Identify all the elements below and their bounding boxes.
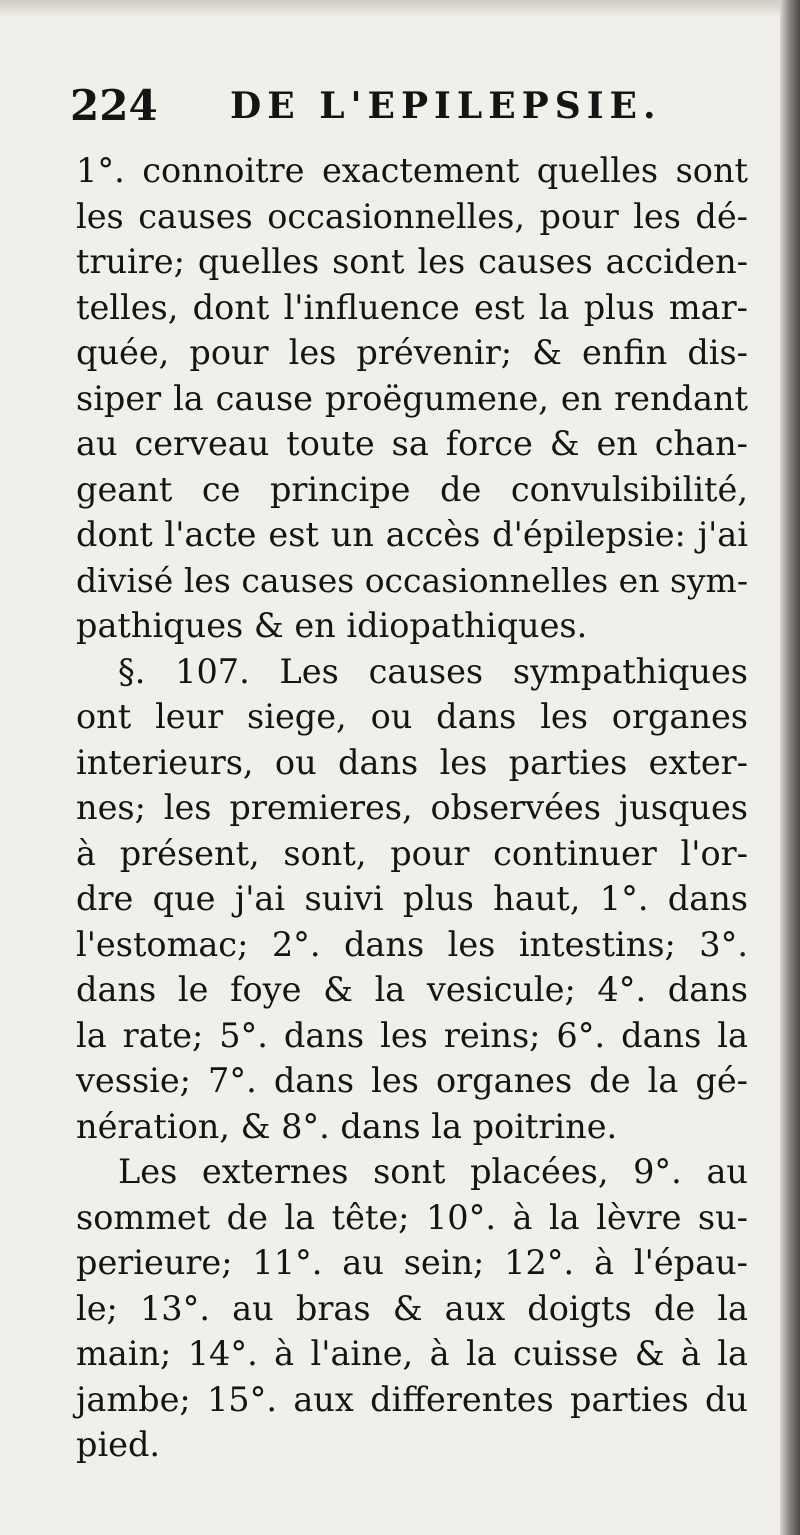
text-line: dre que j'ai suivi plus haut, 1°. dans	[76, 879, 748, 918]
text-line: pied.	[76, 1425, 161, 1464]
text-line: le; 13°. au bras & aux doigts de la	[76, 1288, 748, 1328]
body-text	[76, 148, 748, 1468]
text-line: dont l'acte est un accès d'épilepsie: j'ai	[76, 515, 748, 554]
text-line: quée, pour les prévenir; & enfin dis-	[76, 333, 748, 372]
text-line: les causes occasionnelles, pour les dé-	[76, 196, 748, 236]
text-line: divisé les causes occasionnelles en sym-	[76, 560, 748, 600]
page-number: 224	[70, 81, 158, 130]
page-header	[70, 76, 710, 136]
text-line: main; 14°. à l'aine, à la cuisse & à la	[76, 1334, 748, 1373]
text-line: jambe; 15°. aux differentes parties du	[76, 1379, 748, 1419]
text-line: vessie; 7°. dans les organes de la gé-	[76, 1061, 748, 1100]
text-line: telles, dont l'influence est la plus mar-	[76, 287, 748, 327]
text-line: ont leur siege, ou dans les organes	[76, 697, 748, 736]
text-line: la rate; 5°. dans les reins; 6°. dans la	[76, 1015, 748, 1055]
text-line: 1°. connoitre exactement quelles sont	[76, 151, 748, 190]
running-head: DE L'EPILEPSIE.	[230, 85, 662, 127]
text-line: à présent, sont, pour continuer l'or-	[76, 833, 748, 873]
text-line: nes; les premieres, observées jusques	[76, 788, 748, 827]
section-heading-line: §. 107. Les causes sympathiques	[118, 651, 748, 691]
text-line: geant ce principe de convulsibilité,	[76, 469, 748, 509]
page-top-edge	[0, 0, 800, 18]
text-line: siper la cause proëgumene, en rendant	[76, 378, 748, 418]
text-line: interieurs, ou dans les parties exter-	[76, 742, 748, 782]
paragraph-start-line: Les externes sont placées, 9°. au	[118, 1152, 748, 1191]
text-line: pathiques & en idiopathiques.	[76, 606, 588, 645]
text-line: sommet de la tête; 10°. à la lèvre su-	[76, 1197, 748, 1237]
page-gutter	[780, 0, 800, 1535]
text-line: l'estomac; 2°. dans les intestins; 3°.	[76, 924, 748, 964]
text-line: perieure; 11°. au sein; 12°. à l'épau-	[76, 1243, 748, 1282]
text-line: dans le foye & la vesicule; 4°. dans	[76, 970, 748, 1009]
text-line: au cerveau toute sa force & en chan-	[76, 424, 748, 463]
text-line: truire; quelles sont les causes acciden-	[76, 242, 748, 281]
text-line: nération, & 8°. dans la poitrine.	[76, 1106, 618, 1146]
